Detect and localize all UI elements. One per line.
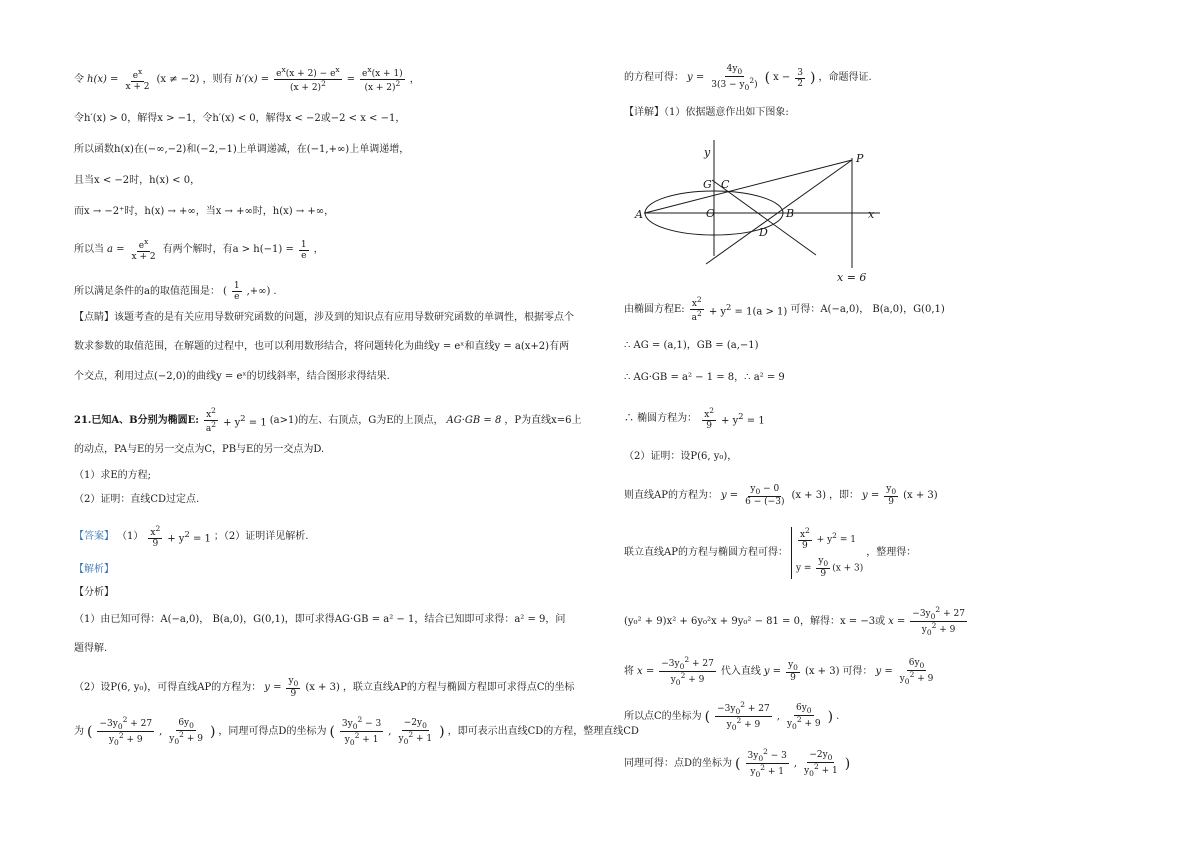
fraction: $\frac{e^x(x + 1)}{(x + 2)^2}$ <box>362 65 403 94</box>
line-cd <box>712 180 816 255</box>
fraction: $\frac{-2y_0}{y_0^2 + 1}$ <box>398 717 433 746</box>
text-line: 而x → −2⁺时，h(x) → +∞，当x → +∞时，h(x) → +∞， <box>74 206 335 217</box>
vector-line: ∴ AG = (a,1)，GB = (a,−1) <box>624 340 759 351</box>
fraction: $\frac{y_0}{9}$ <box>886 484 897 508</box>
text-line: 且当x < −2时，h(x) < 0， <box>74 175 201 186</box>
line-two-solutions: 所以当 a = $\frac{e^x}{x + 2}$ 有两个解时，有a > h(−1) = $\frac{1}{e}$ ， <box>74 237 324 263</box>
equation-system: $\frac{x^2}{9}$ + $y^2 = 1$ y = $\frac{y_0}{9}$ (x + 3) <box>791 527 863 579</box>
label-y: y <box>704 146 711 159</box>
label-d: D <box>759 226 768 239</box>
substitute-line: 将 x = $\frac{-3y_0^2 + 27}{y_0^2 + 9}$ 代入直线 y = $\frac{y_0}{9}$ (x + 3) 可得： y = $\frac{6y_0}{y_0^2 + 9}$ <box>624 655 934 688</box>
fraction: $\frac{-3y_0^2 + 27}{y_0^2 + 9}$ <box>912 605 965 638</box>
answer-label: 【答案】 <box>74 531 114 543</box>
line-pd <box>706 160 852 264</box>
xiangjie-line: 【详解】（1）依据题意作出如下图象: <box>624 107 789 118</box>
fraction: $\frac{3y_0^2 - 3}{y_0^2 + 1}$ <box>341 715 382 748</box>
fraction: $\frac{y_0}{9}$ <box>788 660 798 684</box>
ellipse-equation-line: 由椭圆方程E: $\frac{x^2}{a^2}$ + $y^2 = 1(a > 1)$ 可得：A(−a,0)， B(a,0)，G(0,1) <box>624 295 945 324</box>
question-21-line-1: 21.已知A、B分别为椭圆E: $\frac{x^2}{a^2}$ + $y^2 = 1$ (a>1)的左、右顶点，G为E的上顶点， AG·GB = 8 ，P为直线x=6上 <box>74 406 582 435</box>
label-o: O <box>706 207 716 220</box>
fraction: $\frac{x^2}{a^2}$ <box>205 406 217 435</box>
fraction: $\frac{x^2}{9}$ <box>704 406 715 432</box>
quadratic-line: (y₀² + 9)x² + 6y₀²x + 9y₀² − 81 = 0，解得：x = −3或 x = $\frac{-3y_0^2 + 27}{y_0^2 + 9}$ <box>624 605 965 638</box>
fraction: $\frac{6y_0}{y_0^2 + 9}$ <box>169 717 203 746</box>
line-h-definition: 令 h(x) = $\frac{e^x}{x + 2}$ (x ≠ −2) ，则有 h′(x) = $\frac{e^x(x + 2) - e^x}{(x + 2)^2}$ = $\frac{e^x(x + 1)}{(x + 2)^2}$ ， <box>74 65 420 94</box>
fraction: $\frac{3}{2}$ <box>797 67 804 89</box>
fenxi-line-4: 为 ( $\frac{-3y_0^2 + 27}{y_0^2 + 9}$ , $\frac{6y_0}{y_0^2 + 9}$ ) ，同理可得点D的坐标为 ( $\frac{3y_0^2 - 3}{y_0^2 + 1}$ , $\frac{-2y_0}{y_0^2 + 1}$ ) ，即可表示出直线CD的方程，整理直线CD <box>74 715 639 748</box>
answer-line: 【答案】 （1） $\frac{x^2}{9}$ + $y^2 = 1$ ；（2）证明详见解析. <box>74 524 309 550</box>
text-line: 令h′(x) > 0，解得x > −1，令h′(x) < 0，解得x < −2或−2 < x < −1， <box>74 113 406 124</box>
fraction: $\frac{-3y_0^2 + 27}{y_0^2 + 9}$ <box>717 700 770 733</box>
label-a: A <box>635 208 643 221</box>
question-21-part-1: （1）求E的方程; <box>74 470 152 481</box>
fraction: $\frac{-2y_0}{y_0^2 + 1}$ <box>804 749 838 778</box>
point-d-line: 同理可得：点D的坐标为 ( $\frac{3y_0^2 - 3}{y_0^2 + 1}$ , $\frac{-2y_0}{y_0^2 + 1}$ ) <box>624 747 851 780</box>
fraction: $\frac{-3y_0^2 + 27}{y_0^2 + 9}$ <box>99 715 153 748</box>
fraction: $\frac{x^2}{9}$ <box>150 524 161 550</box>
ellipse-result-line: ∴ 椭圆方程为： $\frac{x^2}{9}$ + $y^2 = 1$ <box>624 406 765 432</box>
fenxi-line-2: 题得解. <box>74 643 108 654</box>
fraction: $\frac{e^x}{x + 2}$ <box>125 66 150 92</box>
fraction: $\frac{1}{e}$ <box>233 281 240 303</box>
system-line: 联立直线AP的方程与椭圆方程可得： $\frac{x^2}{9}$ + $y^2 = 1$ y = $\frac{y_0}{9}$ (x + 3) ，整理得： <box>624 526 917 580</box>
fraction: $\frac{e^x(x + 2) - e^x}{(x + 2)^2}$ <box>276 65 340 94</box>
question-21-line-2: 的动点，PA与E的另一交点为C，PB与E的另一交点为D. <box>74 444 325 455</box>
line-ap <box>645 160 852 213</box>
fraction: $\frac{y_0}{9}$ <box>288 676 299 700</box>
text-line: 所以函数h(x)在(−∞,−2)和(−2,−1)上单调递减，在(−1,+∞)上单调递增， <box>74 144 410 155</box>
fraction: $\frac{4y_0}{3(3 - y_0^2)}$ <box>711 64 758 93</box>
fraction: $\frac{x^2}{a^2}$ <box>691 295 702 324</box>
fraction: $\frac{-3y_0^2 + 27}{y_0^2 + 9}$ <box>661 655 714 688</box>
fenxi-line-3: （2）设P(6, y₀)，可得直线AP的方程为： y = $\frac{y_0}{9}$ (x + 3) ，联立直线AP的方程与椭圆方程即可求得点C的坐标 <box>74 676 575 700</box>
line-ap-equation: 则直线AP的方程为： y = $\frac{y_0 - 0}{6 - (-3)}$ (x + 3) ，即： y = $\frac{y_0}{9}$ (x + 3) <box>624 484 938 508</box>
label-b: B <box>786 207 795 220</box>
label-p: P <box>856 152 864 165</box>
jiexi-label: 【解析】 <box>74 564 114 575</box>
line-cd-equation: 的方程可得： y = $\frac{4y_0}{3(3 - y_0^2)}$ ( x − $\frac{3}{2}$ ) ，命题得证. <box>624 64 872 93</box>
fraction: $\frac{6y_0}{y_0^2 + 9}$ <box>899 657 934 686</box>
label-c: C <box>721 178 730 191</box>
fenxi-label: 【分析】 <box>74 587 114 598</box>
label-x: x <box>868 208 875 221</box>
fraction: $\frac{y_0 - 0}{6 - (-3)}$ <box>745 484 785 508</box>
line-range: 所以满足条件的a的取值范围是： ( $\frac{1}{e}$ ,+∞) . <box>74 281 277 303</box>
proof-line: （2）证明：设P(6, y₀)， <box>624 451 738 462</box>
fraction: $\frac{3y_0^2 - 3}{y_0^2 + 1}$ <box>747 747 787 780</box>
point-c-line: 所以点C的坐标为 ( $\frac{-3y_0^2 + 27}{y_0^2 + 9}$ , $\frac{6y_0}{y_0^2 + 9}$ ) . <box>624 700 840 733</box>
dianjing-line-3: 个交点，利用过点(−2,0)的曲线y = eˣ的切线斜率，结合图形求得结果. <box>74 371 390 382</box>
ellipse-figure <box>624 138 894 288</box>
fenxi-line-1: （1）由已知可得：A(−a,0)， B(a,0)，G(0,1)，即可求得AG·GB = a² − 1，结合已知即可求得：a² = 9，问 <box>74 614 566 625</box>
question-21-part-2: （2）证明：直线CD过定点. <box>74 494 200 505</box>
fraction: $\frac{e^x}{x + 2}$ <box>131 237 156 263</box>
dianjing-line-1: 【点睛】该题考查的是有关应用导数研究函数的问题，涉及到的知识点有应用导数研究函数的单调性，根据零点个 <box>74 312 574 323</box>
label-x6: x = 6 <box>837 271 867 284</box>
label-g: G <box>703 178 712 191</box>
dot-product-line: ∴ AG·GB = a² − 1 = 8，∴ a² = 9 <box>624 372 785 383</box>
fraction: $\frac{6y_0}{y_0^2 + 9}$ <box>786 702 821 731</box>
fraction: $\frac{1}{e}$ <box>300 239 307 261</box>
dianjing-line-2: 数求参数的取值范围，在解题的过程中，也可以利用数形结合，将问题转化为曲线y = eˣ和直线y = a(x+2)有两 <box>74 341 570 352</box>
